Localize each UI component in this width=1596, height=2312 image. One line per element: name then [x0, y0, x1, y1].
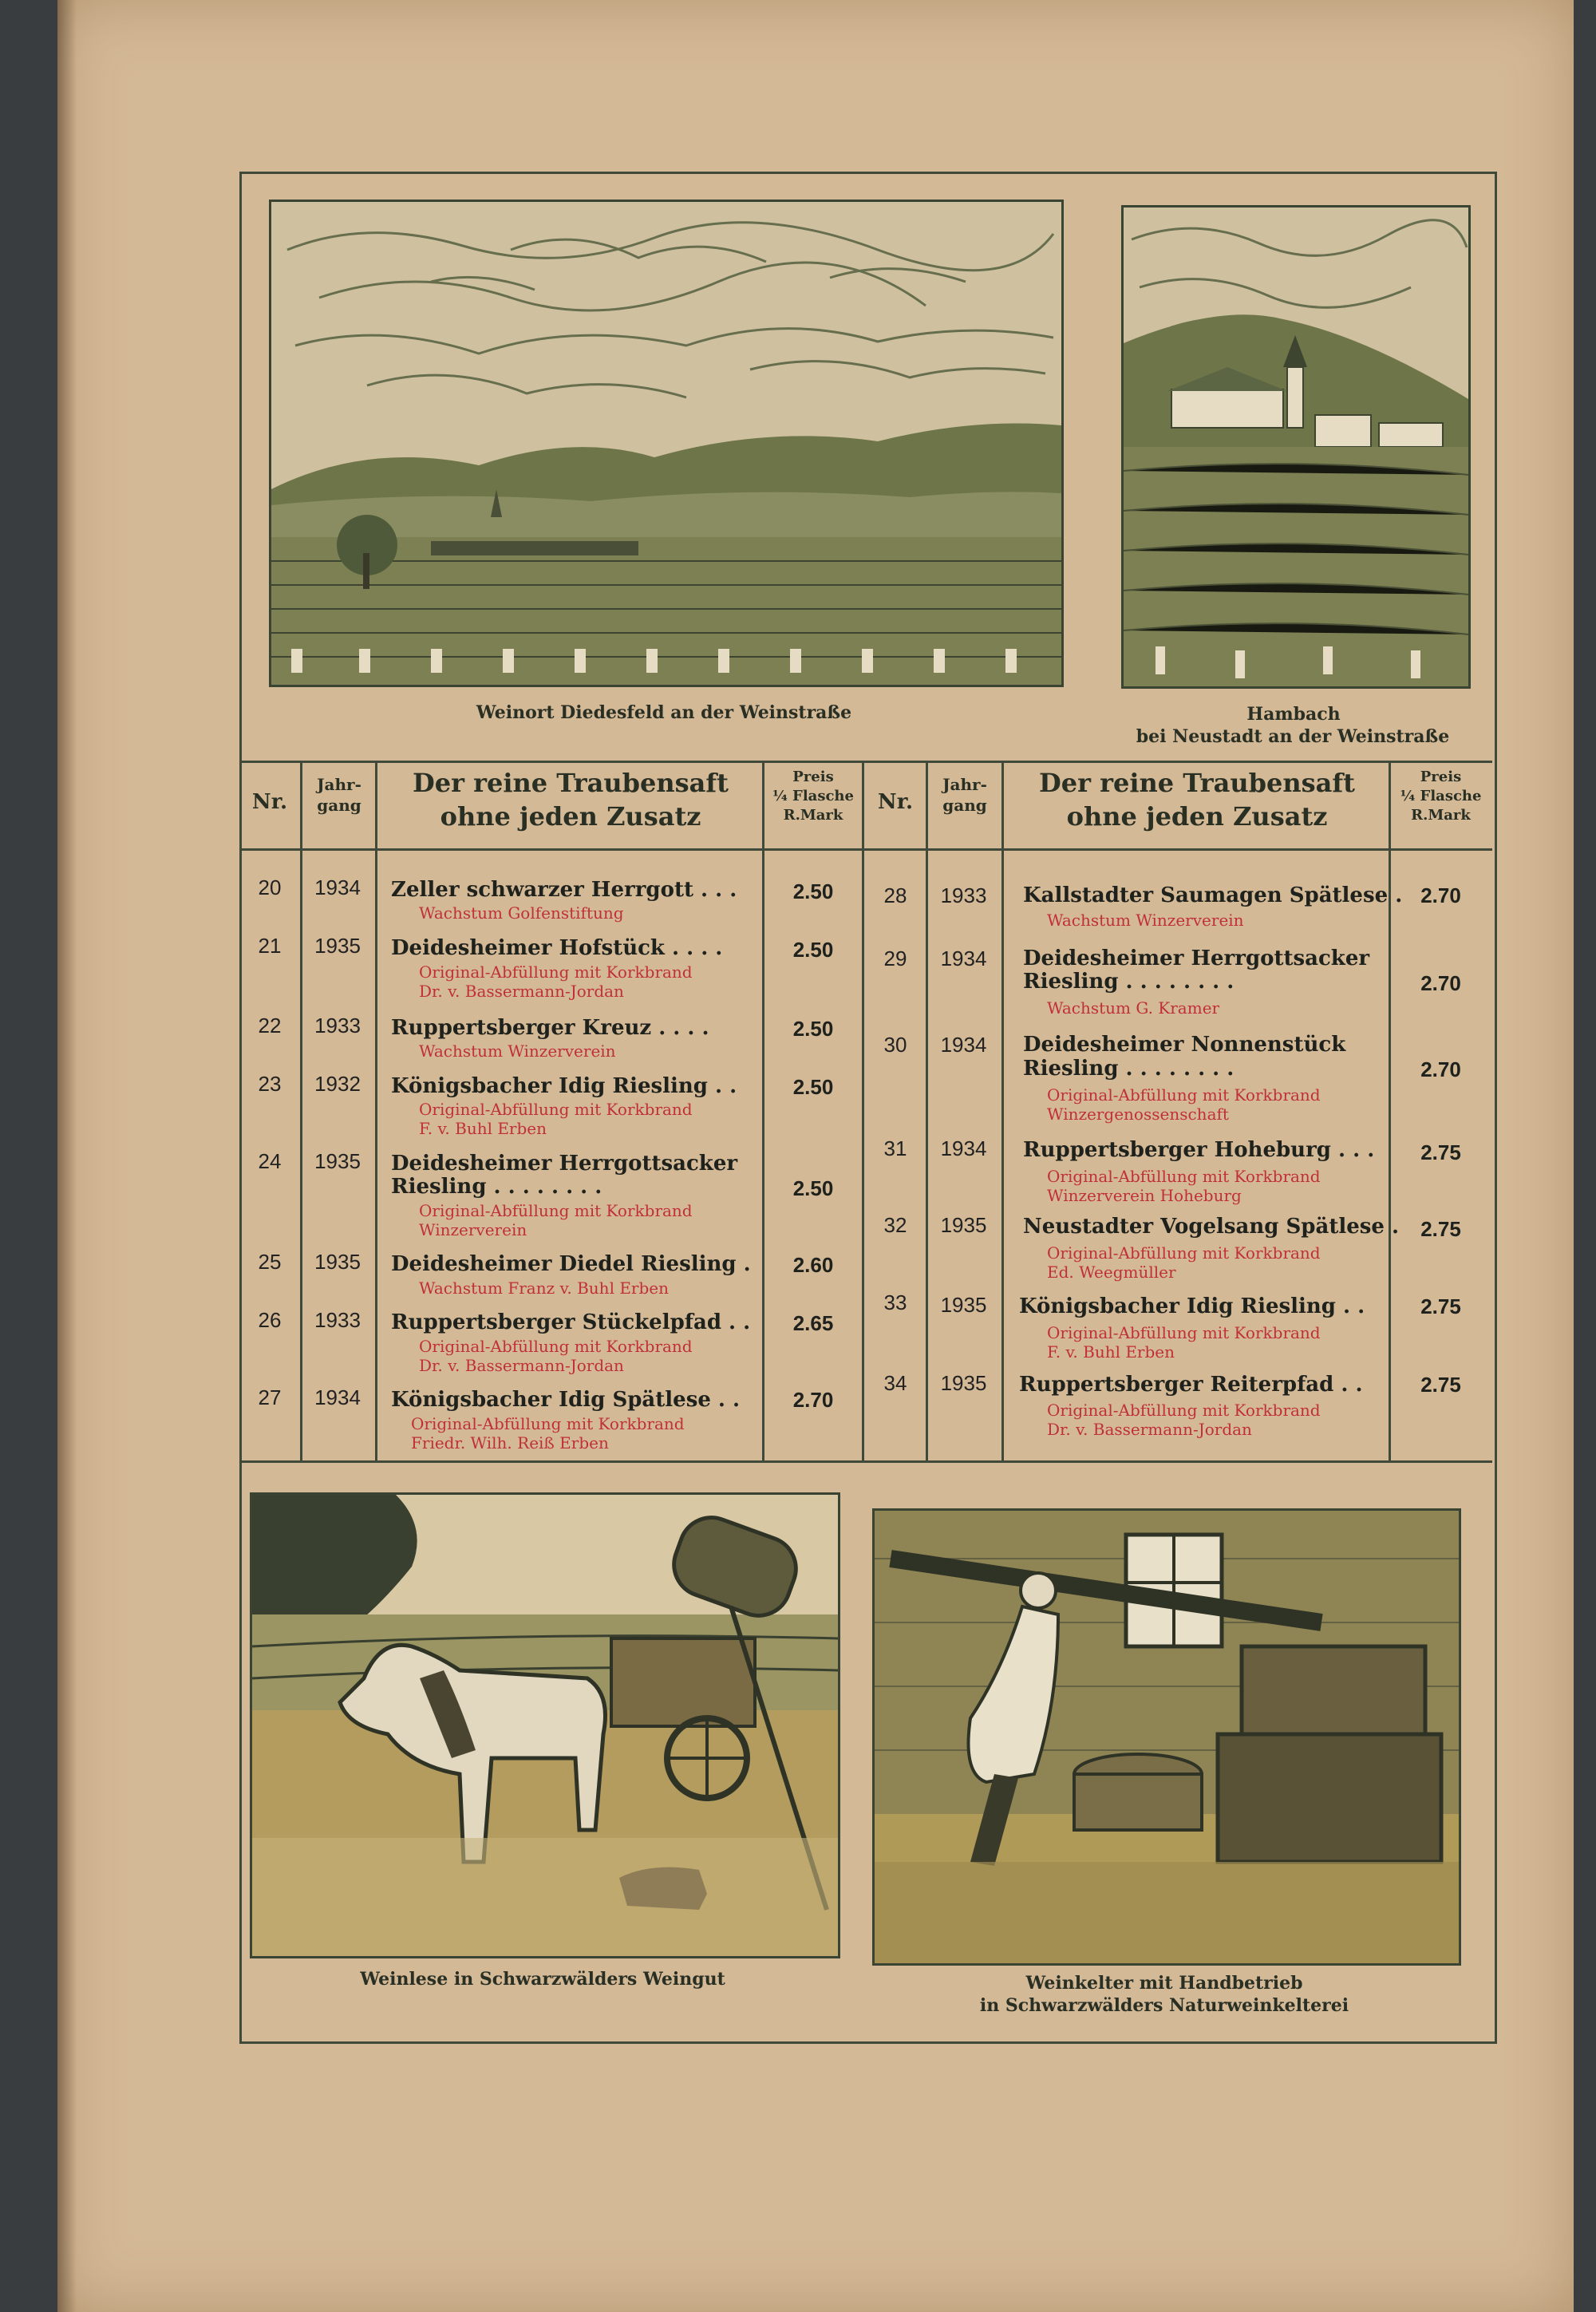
header-jahrgang — [928, 774, 1001, 816]
header-title-line1: Der reine Traubensaft — [413, 768, 729, 798]
wine-details: Original-Abfüllung mit Korkbrand — [1047, 1323, 1321, 1342]
wine-price: 2.75 — [1420, 1373, 1461, 1397]
row-year: 1934 — [314, 875, 361, 899]
wine-details: Wachstum G. Kramer — [1047, 998, 1220, 1018]
caption-hambach-line2: bei Neustadt an der Weinstraße — [1136, 726, 1450, 747]
header-title-line1: Der reine Traubensaft — [1039, 768, 1355, 798]
col-rule — [1001, 761, 1004, 1460]
header-preis-line1: Preis — [792, 769, 834, 785]
illustration-weinkelter — [872, 1508, 1461, 1966]
wine-details: Wachstum Golfenstiftung — [419, 903, 624, 923]
wine-name: Königsbacher Idig Riesling . . — [391, 1074, 737, 1098]
table-top-rule — [239, 761, 1492, 763]
row-year: 1935 — [940, 1213, 987, 1237]
row-year: 1934 — [940, 1033, 987, 1057]
header-preis-line2: ¼ Flasche — [1400, 788, 1482, 804]
wine-name: Neustadter Vogelsang Spätlese . — [1023, 1215, 1400, 1239]
header-preis-line1: Preis — [1420, 769, 1462, 785]
row-year: 1935 — [314, 934, 361, 958]
wine-name: Königsbacher Idig Riesling . . — [1019, 1294, 1365, 1318]
row-nr: 29 — [883, 947, 907, 970]
wine-price: 2.75 — [1420, 1140, 1461, 1164]
wine-name: Ruppertsberger Reiterpfad . . — [1019, 1373, 1363, 1397]
wine-name: Ruppertsberger Hoheburg . . . — [1023, 1138, 1375, 1162]
wine-details: Original-Abfüllung mit Korkbrand — [1047, 1401, 1321, 1420]
wine-price: 2.70 — [1420, 971, 1461, 995]
wine-price: 2.70 — [792, 1388, 834, 1412]
col-rule — [926, 761, 928, 1460]
header-jahrgang-line2: gang — [942, 796, 987, 815]
wine-details: Winzergenossenschaft — [1047, 1105, 1229, 1124]
row-year: 1933 — [940, 883, 987, 907]
wine-details: F. v. Buhl Erben — [1047, 1342, 1175, 1362]
wine-details: Wachstum Winzerverein — [419, 1041, 616, 1061]
wine-name: Deidesheimer Hofstück . . . . — [391, 936, 723, 960]
wine-details: Original-Abfüllung mit Korkbrand — [419, 1201, 693, 1220]
header-title-line2: ohne jeden Zusatz — [440, 801, 701, 832]
row-nr: 34 — [883, 1371, 907, 1395]
header-jahrgang-line2: gang — [317, 796, 361, 815]
wine-details: Dr. v. Bassermann-Jordan — [1047, 1420, 1252, 1439]
header-title — [379, 766, 762, 833]
wine-details: Wachstum Winzerverein — [1047, 911, 1244, 930]
row-nr: 28 — [883, 883, 907, 907]
wine-details: Original-Abfüllung mit Korkbrand — [1047, 1085, 1321, 1105]
wine-name-line2: Riesling . . . . . . . . — [391, 1175, 602, 1199]
wine-details: F. v. Buhl Erben — [419, 1119, 547, 1138]
wine-name: Ruppertsberger Kreuz . . . . — [391, 1016, 709, 1040]
wine-name: Deidesheimer Herrgottsacker — [391, 1152, 738, 1176]
row-nr: 22 — [258, 1014, 282, 1037]
wine-name: Deidesheimer Herrgottsacker — [1023, 947, 1370, 970]
row-year: 1933 — [314, 1308, 361, 1332]
wine-details: Ed. Weegmüller — [1047, 1263, 1176, 1282]
row-year: 1935 — [314, 1250, 361, 1274]
row-nr: 20 — [258, 875, 282, 899]
table-header-rule — [239, 848, 1492, 851]
wine-details: Original-Abfüllung mit Korkbrand — [419, 1337, 693, 1356]
wine-name: Zeller schwarzer Herrgott . . . — [391, 878, 737, 902]
row-nr: 31 — [883, 1136, 907, 1160]
wine-price: 2.75 — [1420, 1294, 1461, 1318]
spine-shadow — [57, 0, 77, 2312]
col-rule — [300, 761, 302, 1460]
wine-details: Original-Abfüllung mit Korkbrand — [419, 1100, 693, 1119]
row-year: 1934 — [314, 1385, 361, 1409]
illustration-hambach — [1121, 205, 1471, 689]
wine-details: Original-Abfüllung mit Korkbrand — [1047, 1167, 1321, 1186]
wine-name: Deidesheimer Diedel Riesling . — [391, 1252, 751, 1276]
wine-details: Original-Abfüllung mit Korkbrand — [411, 1414, 685, 1433]
wine-name-line2: Riesling . . . . . . . . — [1023, 970, 1235, 994]
wine-price: 2.50 — [792, 1176, 834, 1200]
header-preis-line3: R.Mark — [783, 807, 843, 824]
header-title-line2: ohne jeden Zusatz — [1066, 801, 1328, 832]
caption-hambach-line1: Hambach — [1246, 704, 1341, 725]
wine-price: 2.50 — [792, 1017, 834, 1041]
header-preis-line3: R.Mark — [1411, 807, 1471, 824]
row-year: 1935 — [314, 1149, 361, 1173]
col-rule — [762, 761, 764, 1460]
caption-weinlese: Weinlese in Schwarzwälders Weingut — [360, 1969, 725, 1990]
wine-details: Winzerverein — [419, 1220, 527, 1239]
row-nr: 33 — [883, 1290, 907, 1314]
header-preis — [1391, 768, 1491, 825]
wine-name: Kallstadter Saumagen Spätlese . — [1023, 883, 1403, 907]
wine-name: Ruppertsberger Stückelpfad . . — [391, 1310, 751, 1334]
wine-name-line2: Riesling . . . . . . . . — [1023, 1057, 1235, 1081]
wine-details: Dr. v. Bassermann-Jordan — [419, 982, 624, 1001]
header-nr: Nr. — [251, 790, 288, 814]
header-nr: Nr. — [877, 790, 914, 814]
wine-details: Original-Abfüllung mit Korkbrand — [1047, 1243, 1321, 1263]
wine-price: 2.75 — [1420, 1217, 1461, 1241]
wine-details: Original-Abfüllung mit Korkbrand — [419, 962, 693, 982]
wine-price: 2.50 — [792, 1075, 834, 1099]
wine-price: 2.70 — [1420, 1057, 1461, 1081]
wine-details: Dr. v. Bassermann-Jordan — [419, 1356, 624, 1375]
row-nr: 32 — [883, 1213, 907, 1237]
row-year: 1934 — [940, 1136, 987, 1160]
wine-price: 2.70 — [1420, 883, 1461, 907]
header-jahrgang-line1: Jahr- — [942, 775, 987, 794]
row-year: 1934 — [940, 947, 987, 970]
illustration-diedesfeld — [269, 200, 1064, 687]
wine-details: Friedr. Wilh. Reiß Erben — [411, 1433, 609, 1452]
col-rule — [375, 761, 377, 1460]
col-rule — [862, 761, 864, 1460]
row-year: 1933 — [314, 1014, 361, 1037]
wine-price: 2.60 — [792, 1253, 834, 1277]
header-title — [1005, 766, 1389, 833]
wine-price: 2.50 — [792, 879, 834, 903]
header-preis — [764, 768, 862, 825]
header-preis-line2: ¼ Flasche — [772, 788, 854, 804]
row-nr: 23 — [258, 1072, 282, 1096]
header-jahrgang-line1: Jahr- — [317, 775, 361, 794]
wine-name: Deidesheimer Nonnenstück — [1023, 1033, 1346, 1057]
caption-weinkelter-line2: in Schwarzwälders Naturweinkelterei — [979, 1995, 1349, 2016]
caption-weinkelter-line1: Weinkelter mit Handbetrieb — [1025, 1973, 1303, 1994]
illustration-weinlese — [250, 1492, 840, 1958]
wine-details: Winzerverein Hoheburg — [1047, 1186, 1242, 1205]
row-nr: 21 — [258, 934, 282, 958]
caption-diedesfeld: Weinort Diedesfeld an der Weinstraße — [476, 702, 852, 723]
row-year: 1935 — [940, 1293, 987, 1317]
row-year: 1935 — [940, 1371, 987, 1395]
header-jahrgang — [303, 774, 375, 816]
row-year: 1932 — [314, 1072, 361, 1096]
row-nr: 25 — [258, 1250, 282, 1274]
wine-name: Königsbacher Idig Spätlese . . — [391, 1388, 741, 1412]
table-bottom-rule — [239, 1460, 1492, 1463]
wine-price: 2.65 — [792, 1311, 834, 1335]
wine-price: 2.50 — [792, 938, 834, 962]
col-rule — [1389, 761, 1391, 1460]
row-nr: 30 — [883, 1033, 907, 1057]
row-nr: 27 — [258, 1385, 282, 1409]
row-nr: 24 — [258, 1149, 282, 1173]
row-nr: 26 — [258, 1308, 282, 1332]
wine-details: Wachstum Franz v. Buhl Erben — [419, 1279, 669, 1298]
